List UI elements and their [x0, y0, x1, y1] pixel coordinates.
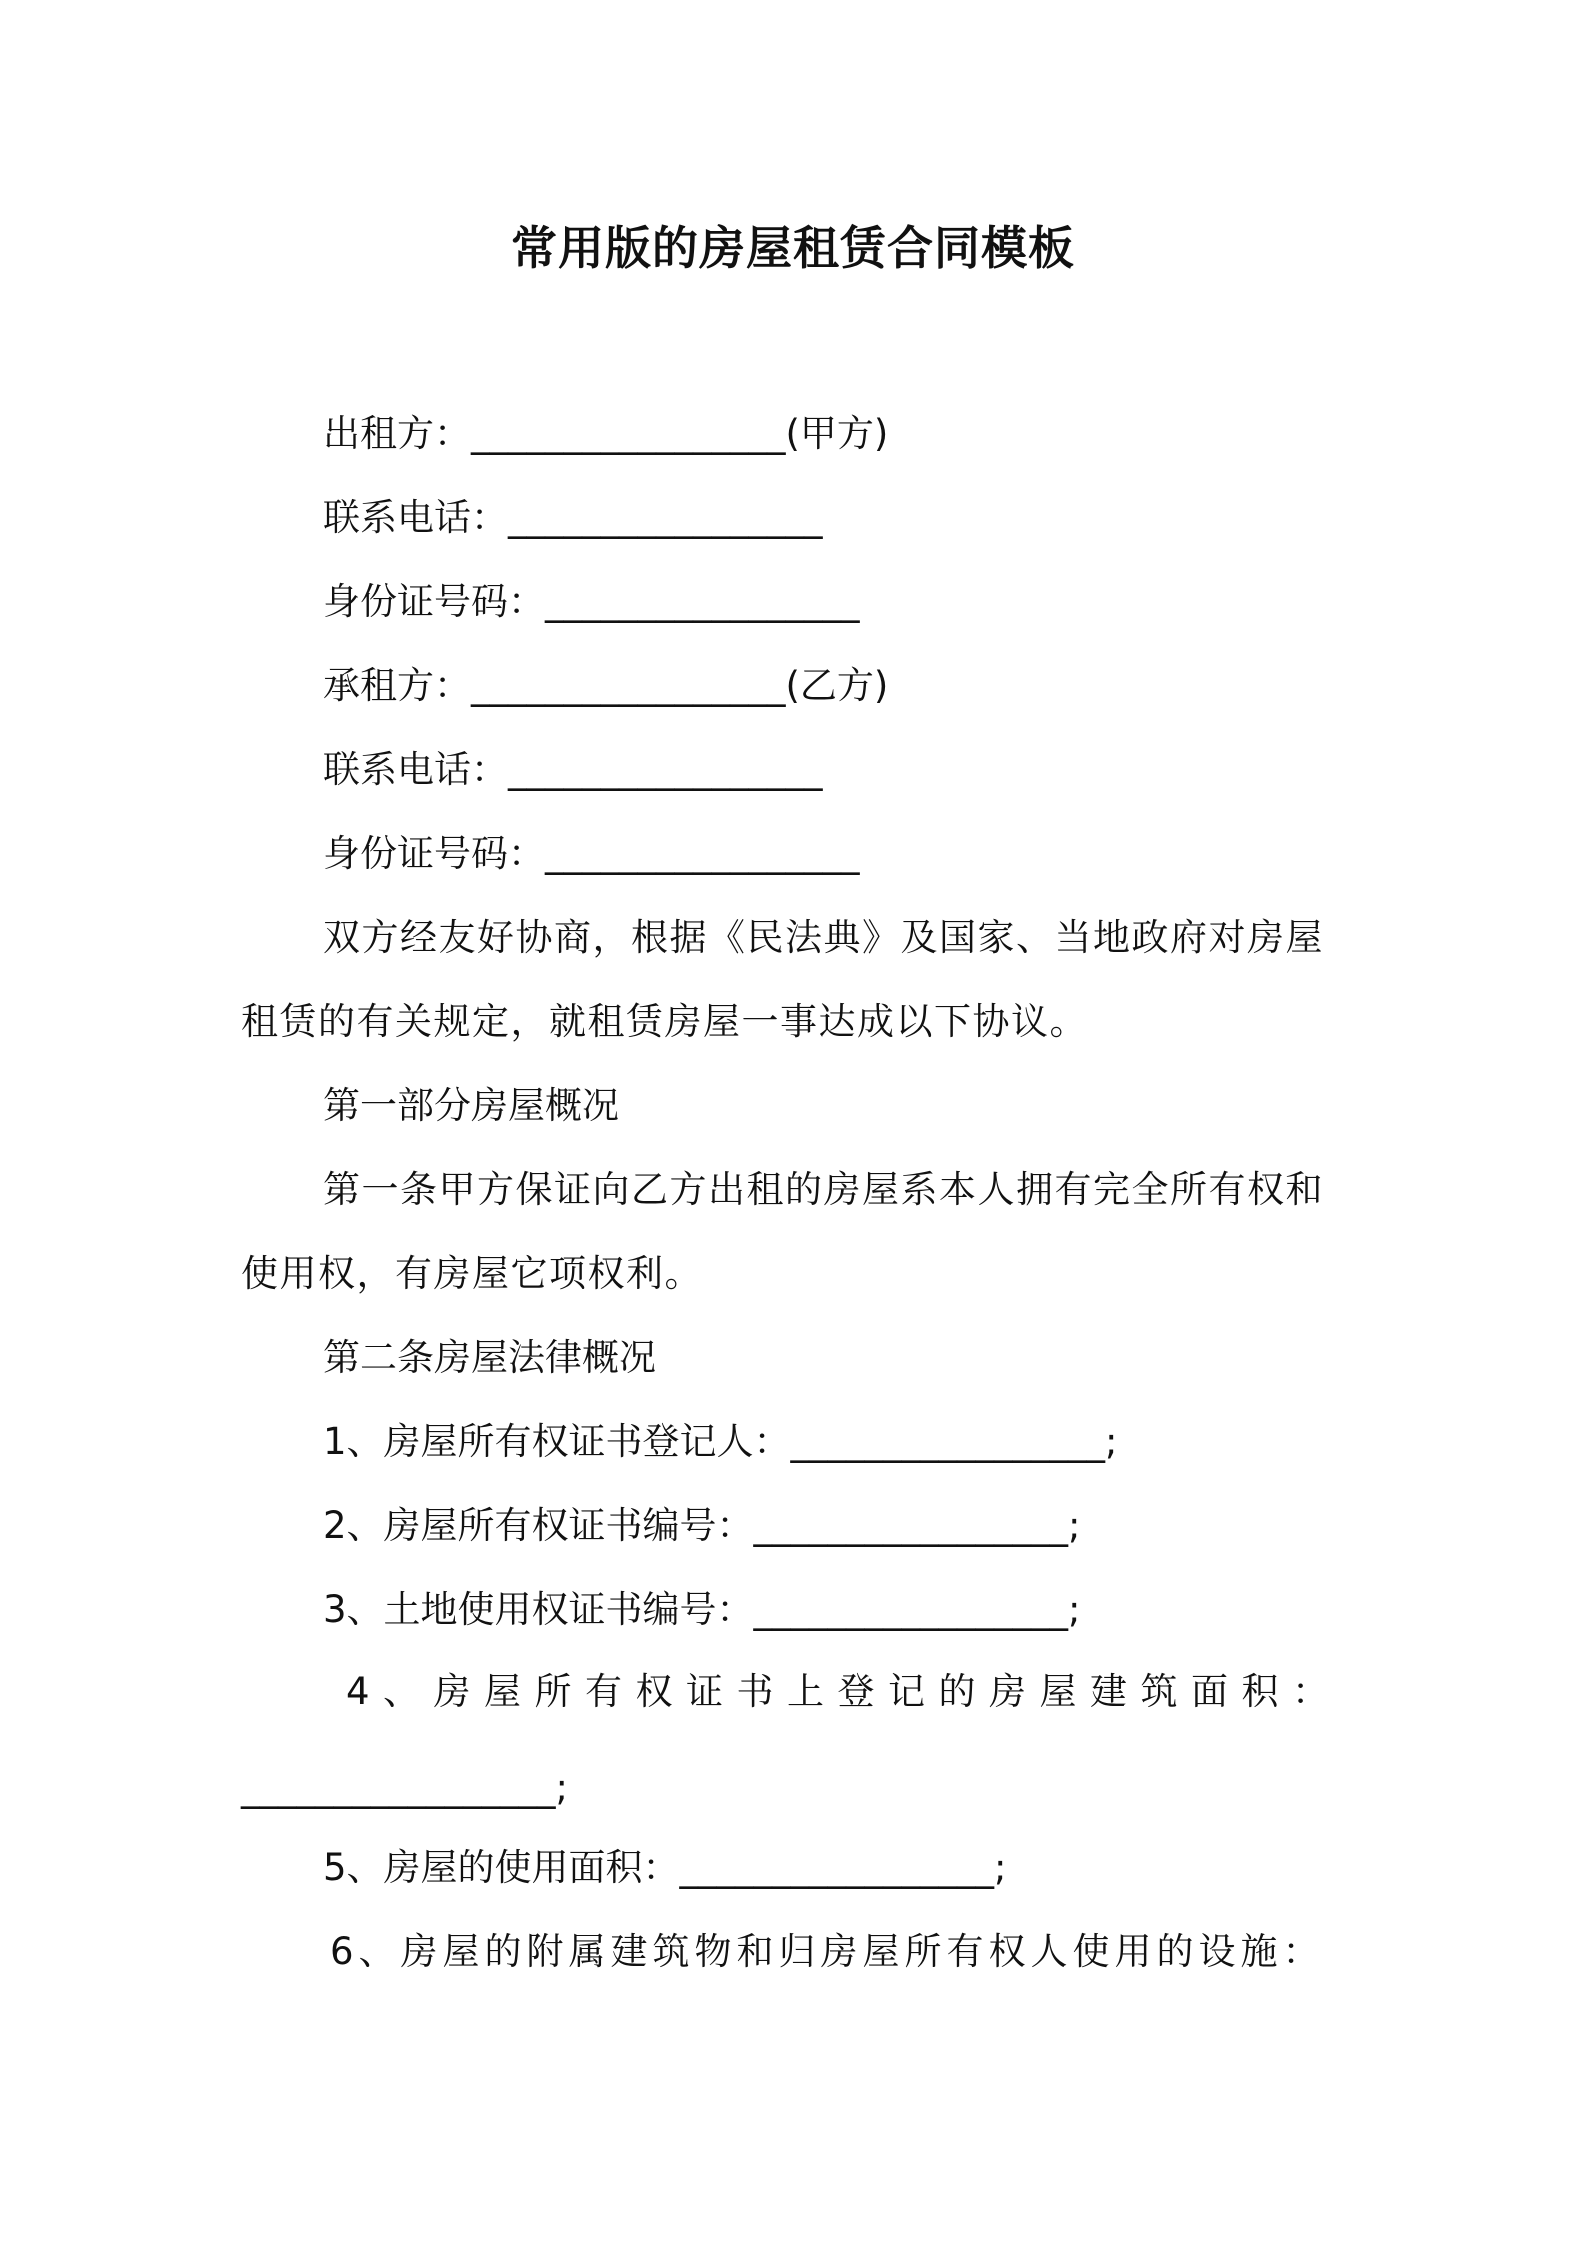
- lessor-id-blank: _________________: [545, 580, 860, 623]
- lessee-id-blank: _________________: [545, 832, 860, 875]
- lessor-phone-line: [323, 493, 823, 543]
- document-title: 常用版的房屋租赁合同模板: [511, 221, 1075, 275]
- item5-text: 5、房屋的使用面积：: [323, 1846, 680, 1889]
- lessee-blank: _________________: [471, 664, 786, 707]
- item-end: ;: [1105, 1420, 1118, 1463]
- item-text: 1、房屋所有权证书登记人：: [323, 1420, 791, 1463]
- item-blank: _________________: [753, 1504, 1069, 1547]
- list-item: [323, 1417, 1118, 1467]
- item-blank: _________________: [790, 1420, 1106, 1463]
- lessor-phone-blank: _________________: [508, 496, 823, 539]
- item5-blank: _________________: [679, 1846, 995, 1889]
- lessee-line: [323, 661, 888, 711]
- lessee-phone-line: [323, 745, 823, 795]
- lessee-suffix: (乙方): [785, 664, 889, 707]
- article1-paragraph: 第一条甲方保证向乙方出租的房屋系本人拥有完全所有权和使用权，有房屋它项权利。: [241, 1168, 1324, 1295]
- item-end: ;: [1068, 1504, 1081, 1547]
- item-text: 3、土地使用权证书编号：: [323, 1588, 754, 1631]
- lessee-id-label: 身份证号码：: [323, 832, 545, 875]
- lessor-phone-label: 联系电话：: [323, 496, 508, 539]
- item5-end: ;: [994, 1846, 1007, 1889]
- list-item: [323, 1501, 1081, 1551]
- article2-heading: 第二条房屋法律概况: [323, 1336, 656, 1379]
- lessor-line: [323, 409, 888, 459]
- item-blank: _________________: [753, 1588, 1069, 1631]
- item5-line: [323, 1843, 1007, 1893]
- lessee-id-line: [323, 829, 860, 879]
- lessor-blank: _________________: [471, 412, 786, 455]
- lessor-id-label: 身份证号码：: [323, 580, 545, 623]
- lessee-phone-label: 联系电话：: [323, 748, 508, 791]
- lessee-label: 承租方：: [323, 664, 471, 707]
- lessee-phone-blank: _________________: [508, 748, 823, 791]
- lessor-label: 出租方：: [323, 412, 471, 455]
- item4-end: ;: [555, 1766, 568, 1809]
- item4-blank-line: [241, 1763, 568, 1813]
- part1-heading: 第一部分房屋概况: [323, 1084, 619, 1127]
- item6-text: 6、房屋的附属建筑物和归房屋所有权人使用的设施：: [330, 1930, 1325, 1973]
- item4-text: 4、房屋所有权证书上登记的房屋建筑面积：: [346, 1670, 1343, 1713]
- intro-paragraph: 双方经友好协商，根据《民法典》及国家、当地政府对房屋租赁的有关规定，就租赁房屋一事达成以下协议。: [241, 916, 1324, 1043]
- item-end: ;: [1068, 1588, 1081, 1631]
- lessor-suffix: (甲方): [785, 412, 889, 455]
- item-text: 2、房屋所有权证书编号：: [323, 1504, 754, 1547]
- lessor-id-line: [323, 577, 860, 627]
- item4-blank: _________________: [241, 1766, 556, 1809]
- list-item: [323, 1585, 1081, 1635]
